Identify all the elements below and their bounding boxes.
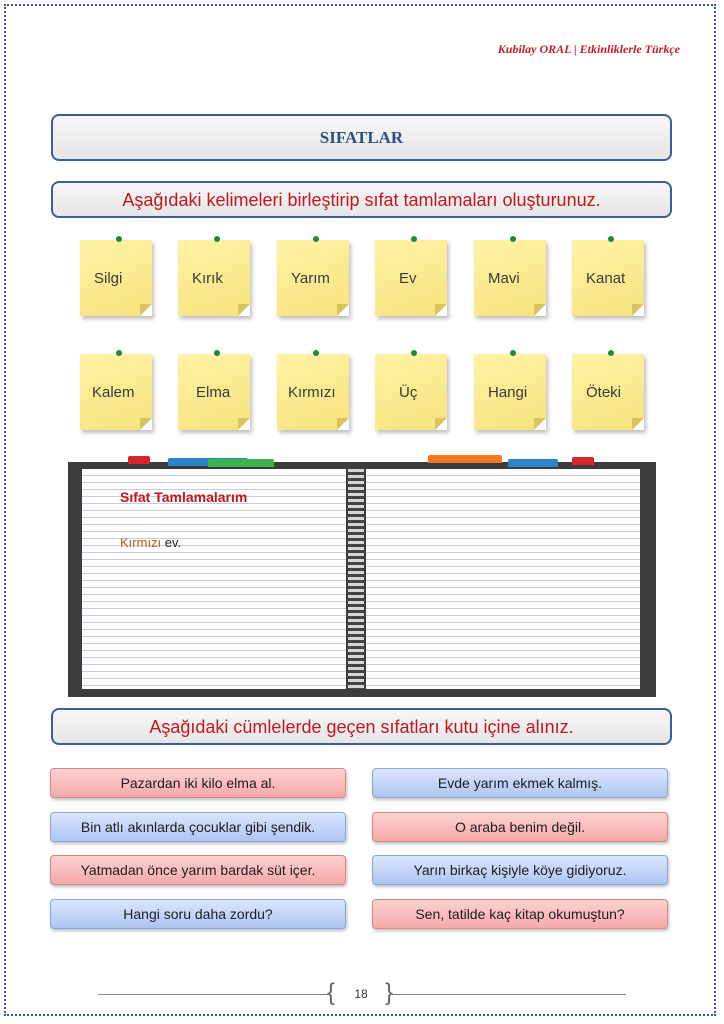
bracket-right-icon: } [385,979,394,1006]
sticky-note [80,354,152,430]
sticky-note-word: Kırmızı [288,384,336,401]
notebook-right-page [366,469,640,689]
sticky-note [277,240,349,316]
sentence-box[interactable]: Pazardan iki kilo elma al. [50,768,346,798]
sticky-note-word: Mavi [488,270,520,287]
sticky-note-word: Kırık [192,270,223,287]
notebook-title: Sıfat Tamlamalarım [120,489,248,505]
sticky-note [572,354,644,430]
pin-icon [510,236,516,242]
sticky-note [375,354,447,430]
sticky-note [178,354,250,430]
notebook-spiral [348,469,364,689]
sentence-box[interactable]: Hangi soru daha zordu? [50,899,346,929]
pin-icon [313,236,319,242]
sticky-note-word: Elma [196,384,231,401]
example-adjective: Kırmızı [120,535,162,550]
pin-icon [116,350,122,356]
title-box [51,114,672,161]
sticky-note [277,354,349,430]
sticky-note-word: Ev [399,270,417,287]
pin-icon [608,350,614,356]
pin-icon [116,236,122,242]
notebook-example [120,535,181,550]
notebook-left-page [82,469,346,689]
sentence-box[interactable]: Bin atlı akınlarda çocuklar gibi şendik. [50,812,346,842]
sticky-note [375,240,447,316]
sticky-note-word: Hangi [488,384,528,401]
footer-divider-right [392,994,626,995]
sentence-box[interactable]: Sen, tatilde kaç kitap okumuştun? [372,899,668,929]
notebook-tab-red-2 [572,457,594,465]
page-number: 18 [354,987,368,1001]
notebook-tab-red [128,456,150,464]
sticky-note [474,240,546,316]
instruction-2: Aşağıdaki cümlelerde geçen sıfatları kutu içine alınız. [51,708,672,745]
sticky-note-word: Kalem [92,384,135,401]
sticky-note-word: Kanat [586,270,626,287]
bracket-left-icon: { [327,979,336,1006]
notebook-tab-green [208,459,274,467]
notebook-tab-blue-2 [508,459,558,467]
sticky-note-word: Yarım [291,270,330,287]
sentence-box[interactable]: O araba benim değil. [372,812,668,842]
pin-icon [214,236,220,242]
pin-icon [411,236,417,242]
pin-icon [510,350,516,356]
pin-icon [411,350,417,356]
sentence-box[interactable]: Evde yarım ekmek kalmış. [372,768,668,798]
sticky-note [80,240,152,316]
notebook [68,462,656,697]
notebook-tab-orange [428,455,502,463]
example-noun: ev. [161,535,182,550]
sentence-box[interactable]: Yarın birkaç kişiyle köye gidiyoruz. [372,855,668,885]
pin-icon [608,236,614,242]
sticky-note-word: Öteki [586,384,622,401]
sticky-note [178,240,250,316]
sticky-note [474,354,546,430]
sticky-note-word: Üç [399,384,418,401]
footer-divider-left [98,994,330,995]
pin-icon [214,350,220,356]
sentence-box[interactable]: Yatmadan önce yarım bardak süt içer. [50,855,346,885]
pin-icon [313,350,319,356]
sticky-note [572,240,644,316]
instruction-1: Aşağıdaki kelimeleri birleştirip sıfat tamlamaları oluşturunuz. [51,181,672,218]
page-title: SIFATLAR [319,128,404,147]
sticky-note-word: Silgi [94,270,123,287]
author-note: Kubilay ORAL | Etkinliklerle Türkçe [497,42,680,56]
